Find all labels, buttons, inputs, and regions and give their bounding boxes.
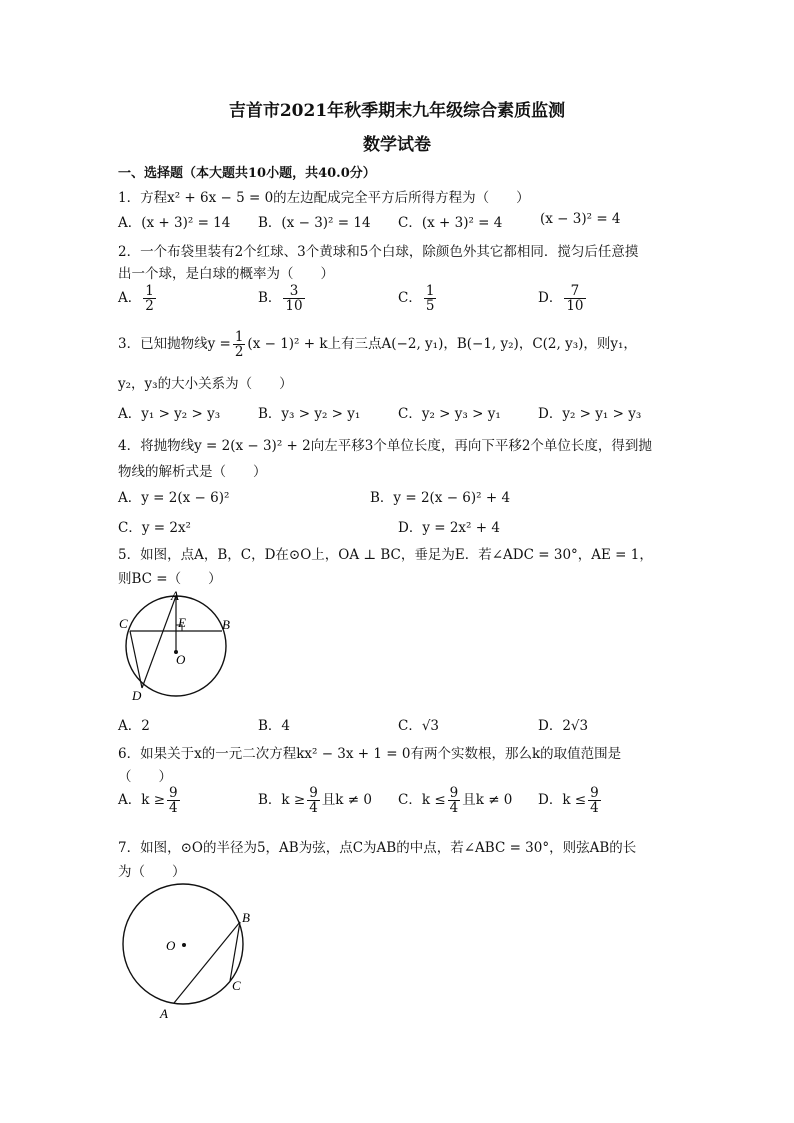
question-6-stem-line1: 6．如果关于x的一元二次方程kx² − 3x + 1 = 0有两个实数根，那么k的取值范围是	[118, 746, 622, 762]
fraction-numerator: 9	[169, 785, 178, 801]
label-o: O	[176, 652, 186, 667]
segment-bc	[230, 922, 240, 981]
option-pre: k ≤	[421, 792, 446, 809]
question-2-option-a	[118, 284, 158, 313]
question-5-stem-line2: 则BC =（ ）	[118, 571, 222, 587]
chord-ab	[174, 922, 240, 1003]
question-7-stem-line1: 7．如图，⊙O的半径为5，AB为弦，点C为AB的中点，若∠ABC = 30°，则弦AB的长	[118, 840, 637, 856]
label-b: B	[242, 910, 250, 925]
question-1-option-a: A．(x + 3)² = 14	[118, 215, 231, 231]
question-7-figure	[116, 880, 266, 1022]
option-pre: k ≥	[141, 792, 166, 809]
label-a: A	[171, 588, 179, 603]
question-5-stem-line1: 5．如图，点A，B，C，D在⊙O上，OA ⊥ BC，垂足为E．若∠ADC = 30°，AE = 1，	[118, 547, 653, 563]
question-6-option-b	[258, 786, 372, 815]
option-post: 且k ≠ 0	[321, 792, 372, 809]
question-5-option-a: A．2	[118, 718, 150, 734]
question-4-option-c: C．y = 2x²	[118, 520, 191, 536]
label-b: B	[222, 617, 230, 632]
option-label: A．	[118, 290, 142, 307]
fraction-numerator: 9	[309, 785, 318, 801]
fraction-denominator: 4	[169, 800, 178, 817]
fraction-numerator: 3	[283, 284, 304, 299]
question-3-option-c: C．y₂ > y₃ > y₁	[398, 406, 501, 422]
question-7-stem-line2: 为（ ）	[118, 864, 186, 880]
label-c: C	[232, 978, 241, 993]
question-2-stem-line1: 2．一个布袋里装有2个红球、3个黄球和5个白球，除颜色外其它都相同．搅匀后任意摸	[118, 244, 639, 260]
segment-ad	[142, 596, 176, 688]
question-5-option-c: C．√3	[398, 718, 440, 734]
fraction-denominator: 5	[425, 298, 435, 315]
option-label: D．	[538, 792, 563, 809]
option-label: B．	[258, 290, 282, 307]
question-5-option-d: D．2√3	[538, 718, 589, 734]
question-2-option-d	[538, 284, 588, 313]
label-e: E	[178, 615, 186, 630]
question-3-stem-line2: y₂，y₃的大小关系为（ ）	[118, 376, 293, 392]
question-5-figure	[116, 588, 246, 706]
question-6-option-d	[538, 786, 603, 815]
question-6-option-a	[118, 786, 182, 815]
question-1-option-d: (x − 3)² = 4	[540, 211, 621, 227]
fraction-denominator: 2	[234, 344, 244, 361]
fraction-denominator: 10	[285, 298, 303, 315]
question-4-stem-line1: 4．将抛物线y = 2(x − 3)² + 2向左平移3个单位长度，再向下平移2个单位长度，得到抛	[118, 438, 652, 454]
fraction-numerator: 1	[145, 283, 154, 299]
center-point	[182, 943, 186, 947]
option-label: C．	[398, 290, 422, 307]
page-title: 吉首市2021年秋季期末九年级综合素质监测	[228, 101, 566, 121]
option-label: D．	[538, 290, 563, 307]
question-6-stem-line2: （ ）	[118, 769, 172, 785]
option-pre: k ≥	[281, 792, 306, 809]
question-5-option-b: B．4	[258, 718, 291, 734]
question-1-option-c: C．(x + 3)² = 4	[398, 215, 503, 231]
fraction-denominator: 4	[449, 800, 459, 817]
page-subtitle: 数学试卷	[363, 135, 431, 155]
fraction-numerator: 1	[234, 329, 244, 345]
segment-cd	[130, 631, 142, 688]
section-heading: 一、选择题（本大题共10小题，共40.0分）	[118, 166, 376, 181]
question-3-stem-line1	[118, 330, 637, 359]
question-4-option-d: D．y = 2x² + 4	[398, 520, 500, 536]
fraction-denominator: 2	[145, 298, 154, 315]
option-label: C．	[398, 792, 422, 809]
fraction-denominator: 4	[590, 800, 599, 817]
fraction-numerator: 9	[590, 785, 599, 801]
question-3-option-a: A．y₁ > y₂ > y₃	[118, 406, 221, 422]
option-label: B．	[258, 792, 282, 809]
label-o: O	[166, 938, 176, 953]
question-3-option-d: D．y₂ > y₁ > y₃	[538, 406, 642, 422]
question-6-option-c	[398, 786, 512, 815]
question-1-stem: 1．方程x² + 6x − 5 = 0的左边配成完全平方后所得方程为（ ）	[118, 190, 530, 206]
label-a: A	[160, 1006, 168, 1021]
stem-text: (x − 1)² + k上有三点A(−2, y₁)，B(−1, y₂)，C(2, y₃)，则y₁，	[247, 336, 637, 353]
option-post: 且k ≠ 0	[462, 792, 513, 809]
fraction-numerator: 9	[449, 785, 459, 801]
fraction-numerator: 7	[564, 284, 585, 299]
fraction-numerator: 1	[425, 283, 435, 299]
question-4-stem-line2: 物线的解析式是（ ）	[118, 464, 267, 480]
question-2-stem-line2: 出一个球，是白球的概率为（ ）	[118, 266, 334, 282]
question-1-option-b: B．(x − 3)² = 14	[258, 215, 371, 231]
label-d: D	[132, 688, 142, 703]
stem-text: 3．已知抛物线y =	[118, 336, 231, 353]
fraction-denominator: 10	[566, 298, 584, 315]
question-2-option-b	[258, 284, 307, 313]
question-2-option-c	[398, 284, 438, 313]
label-c: C	[119, 616, 128, 631]
question-4-option-a: A．y = 2(x − 6)²	[118, 490, 230, 506]
question-4-option-b: B．y = 2(x − 6)² + 4	[370, 490, 511, 506]
option-pre: k ≤	[562, 792, 587, 809]
option-label: A．	[118, 792, 142, 809]
question-3-option-b: B．y₃ > y₂ > y₁	[258, 406, 361, 422]
fraction-denominator: 4	[309, 800, 318, 817]
